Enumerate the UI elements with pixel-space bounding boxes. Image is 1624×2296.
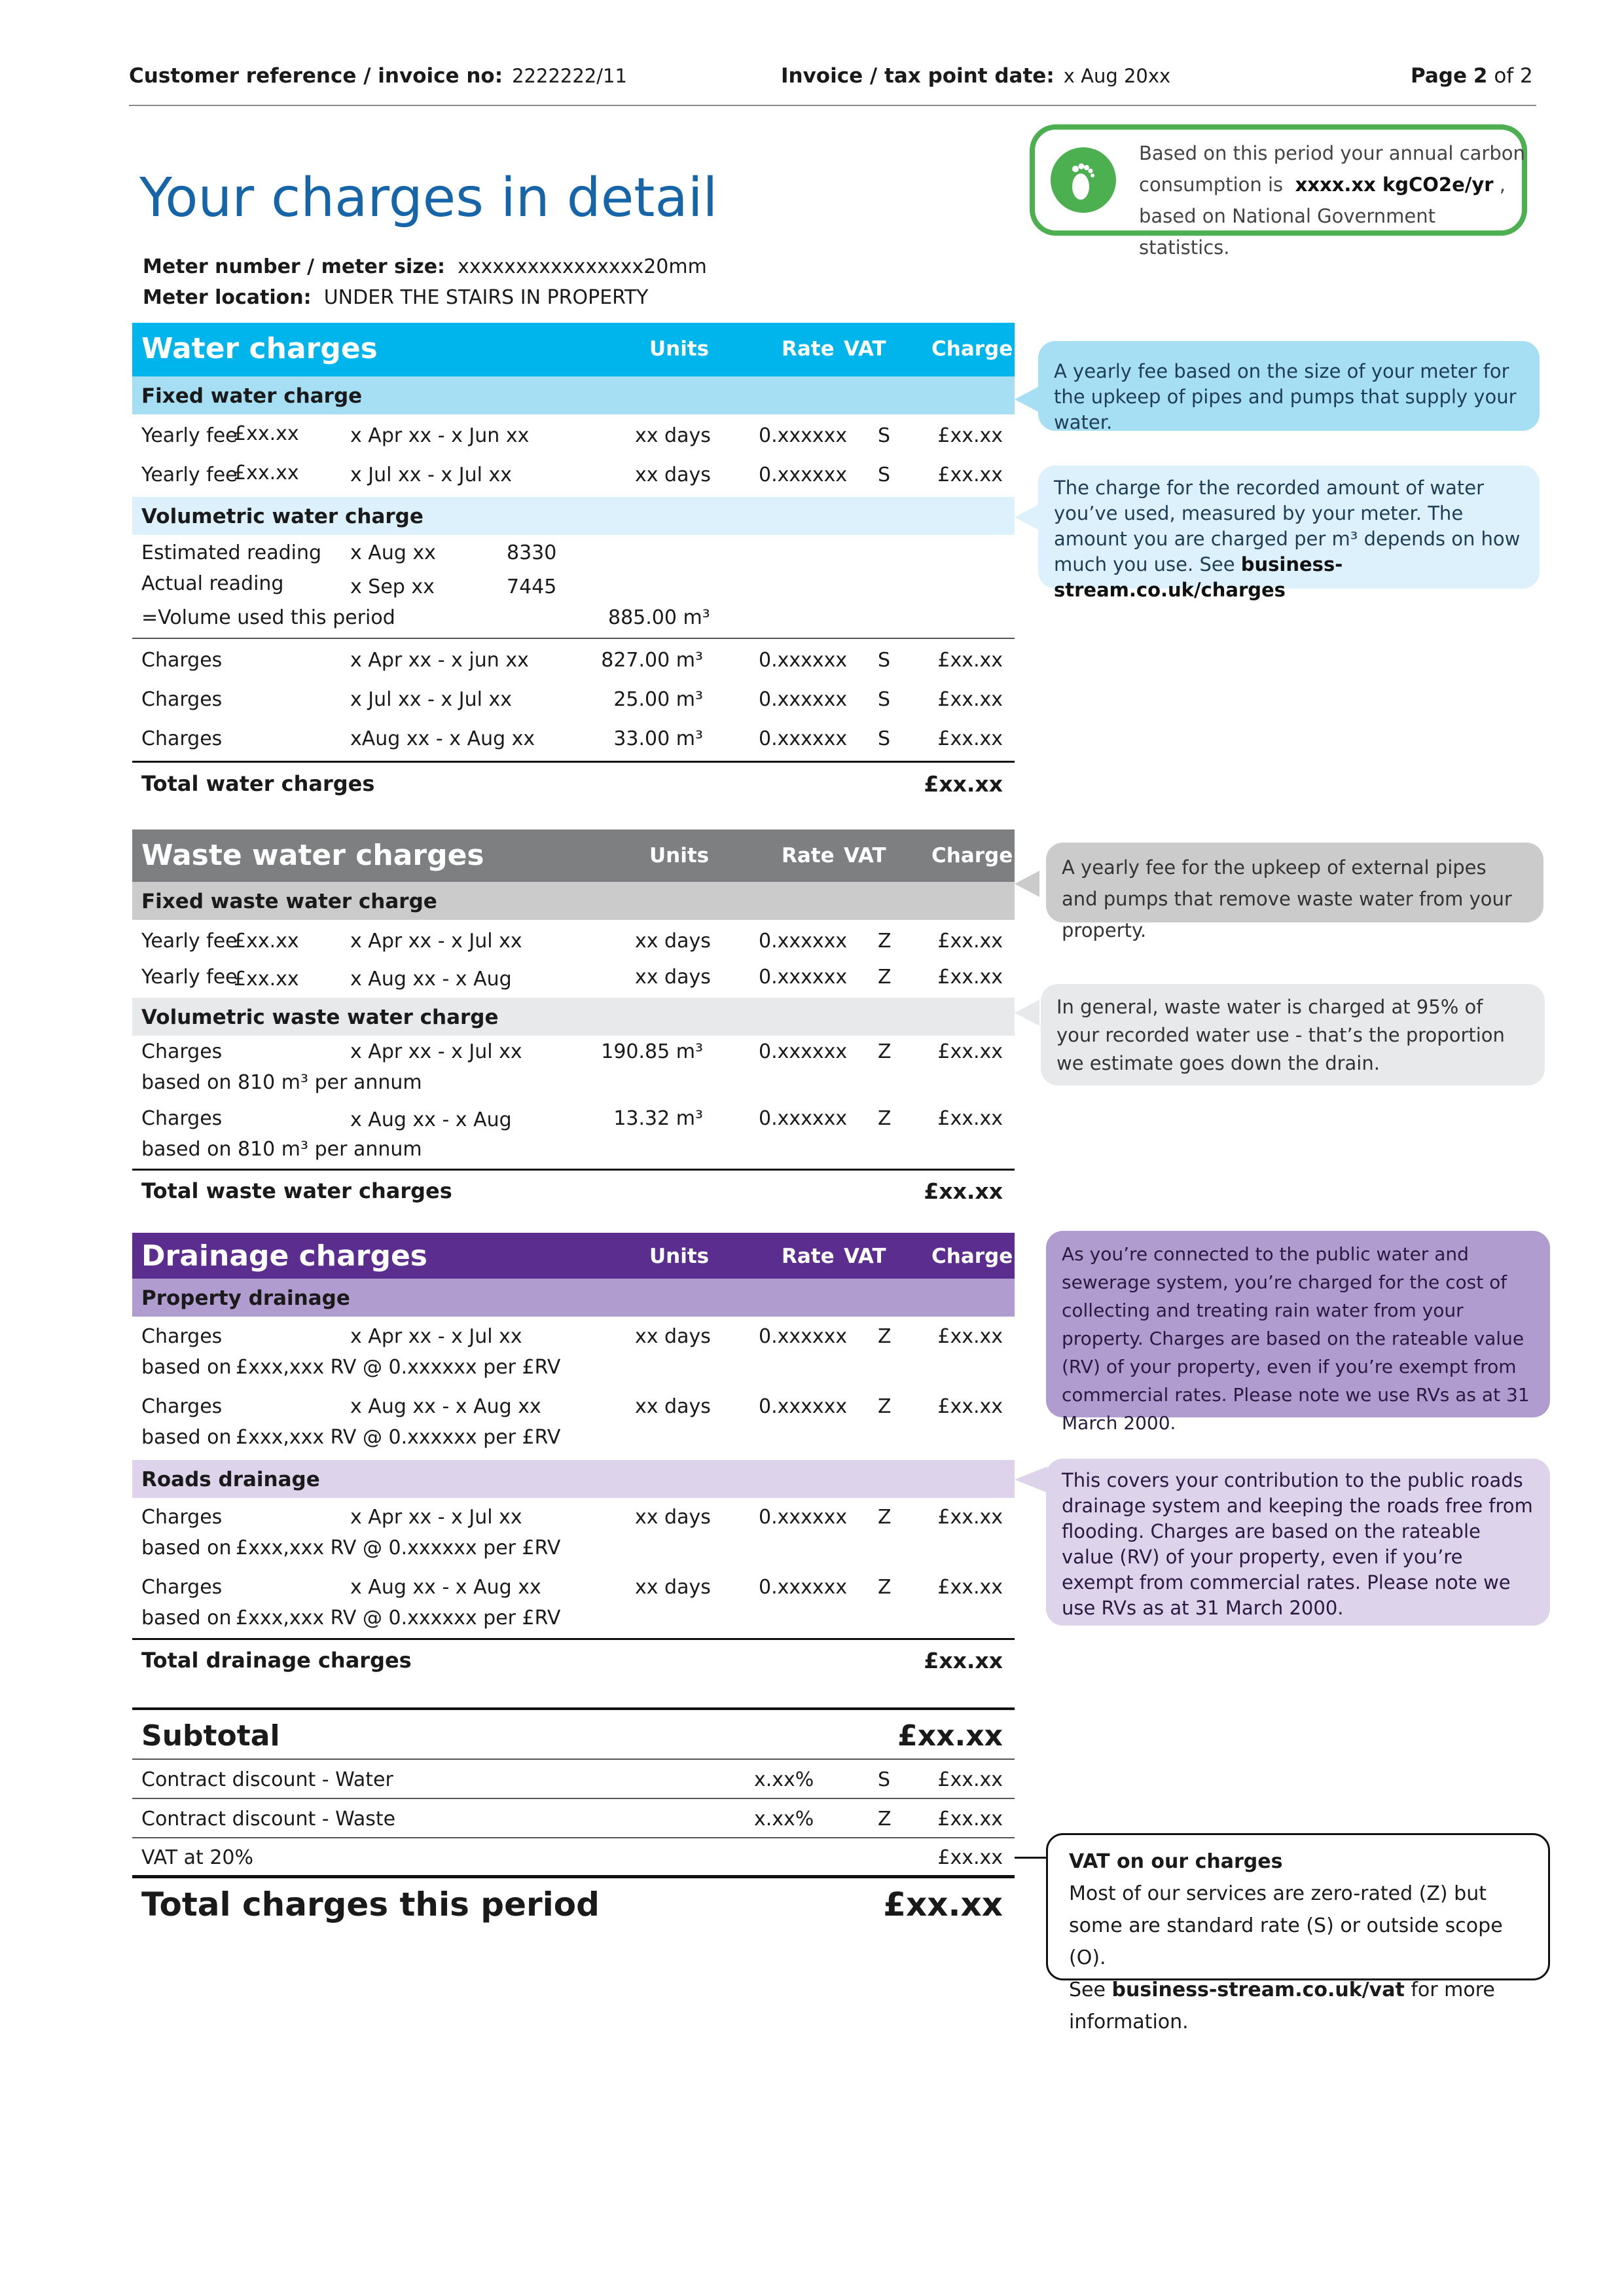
water-charges-header — [132, 323, 1015, 376]
summary-value: £xx.xx — [937, 1846, 1003, 1869]
property-drainage-header — [132, 1279, 1015, 1317]
row-basis-value: £xxx,xxx RV @ 0.xxxxxx per £RV — [236, 1356, 561, 1379]
row-rate: 0.xxxxxx — [759, 727, 848, 750]
row-period: x Apr xx - x Jul xx — [350, 1325, 522, 1348]
row-rate: 0.xxxxxx — [759, 424, 848, 447]
row-vat: S — [878, 649, 891, 672]
carbon-consumption-label: consumption is — [1139, 173, 1284, 196]
row-period: x Apr xx - x Jul xx — [350, 1506, 522, 1529]
row-period: x Aug xx - x Aug — [350, 1108, 512, 1131]
row-label: Yearly fee — [141, 424, 238, 447]
row-rate: 0.xxxxxx — [759, 1395, 848, 1418]
row-vat: S — [878, 464, 891, 486]
row-basis-label: based on — [141, 1607, 232, 1630]
row-basis: based on 810 m³ per annum — [141, 1138, 422, 1161]
page-label: Page — [1411, 64, 1468, 88]
reading-value: 8330 — [507, 541, 557, 564]
row-vat: Z — [878, 1107, 892, 1130]
row-rate: 0.xxxxxx — [759, 688, 848, 711]
col-units: Units — [649, 844, 710, 867]
row-vat: Z — [878, 966, 892, 989]
subtotal-value: £xx.xx — [897, 1719, 1003, 1753]
summary-table — [132, 1707, 1015, 1923]
reading-date: x Aug xx — [350, 541, 436, 564]
page-num: 2 — [1473, 64, 1488, 88]
note-waste-fixed: A yearly fee for the upkeep of external pipes and pumps that remove waste water from your property. — [1046, 843, 1543, 922]
total-water-charges-label: Total water charges — [141, 771, 375, 796]
row-charge: £xx.xx — [937, 1040, 1003, 1063]
row-label: Charges — [141, 688, 223, 711]
note-pointer — [1015, 1000, 1039, 1026]
page-of: of 2 — [1494, 64, 1533, 88]
row-rate: 0.xxxxxx — [759, 649, 848, 672]
total-waste-water-charges-value: £xx.xx — [924, 1178, 1003, 1204]
drainage-charges-title: Drainage charges — [141, 1239, 427, 1273]
row-units: xx days — [635, 424, 711, 447]
row-vat: Z — [878, 1576, 892, 1599]
row-period: x Apr xx - x Jul xx — [350, 1040, 522, 1063]
col-rate: Rate — [782, 844, 835, 867]
summary-value: £xx.xx — [937, 1808, 1003, 1831]
row-charge: £xx.xx — [937, 1576, 1003, 1599]
invoice-date-label: Invoice / tax point date: — [781, 64, 1055, 88]
row-period: x Apr xx - x jun xx — [350, 649, 529, 672]
total-drainage-charges-label: Total drainage charges — [141, 1648, 412, 1673]
row-units: xx days — [635, 1325, 711, 1348]
divider — [132, 1169, 1015, 1171]
volumetric-water-charge-header — [132, 497, 1015, 535]
row-vat: S — [878, 424, 891, 447]
note-roads-drainage: This covers your contribution to the public roads drainage system and keeping the roads free from flooding. Charges are based on the rateable value (RV) of your property, even if you’re exempt from commercial rates. Please note we use RVs as at 31 March 2000. — [1046, 1459, 1550, 1626]
note-waste-volumetric: In general, waste water is charged at 95% of your recorded water use - that’s the proportion we estimate goes down the drain. — [1041, 984, 1545, 1085]
row-charge: £xx.xx — [937, 1506, 1003, 1529]
divider — [132, 761, 1015, 763]
reading-label: Actual reading — [141, 572, 284, 595]
row-fee: £xx.xx — [234, 422, 299, 445]
fixed-waste-water-charge-header — [132, 882, 1015, 920]
reading-label: Estimated reading — [141, 541, 322, 564]
reading-date: x Sep xx — [350, 575, 435, 598]
total-drainage-charges-value: £xx.xx — [924, 1648, 1003, 1673]
row-basis-value: £xxx,xxx RV @ 0.xxxxxx per £RV — [236, 1537, 561, 1559]
divider — [132, 1875, 1015, 1878]
row-label: Charges — [141, 1040, 223, 1063]
note-pointer — [1015, 504, 1039, 530]
note-pointer — [1015, 1467, 1047, 1493]
property-drainage-title: Property drainage — [141, 1286, 350, 1310]
row-basis-label: based on — [141, 1426, 232, 1449]
meter-size-label: Meter number / meter size: — [143, 255, 446, 278]
charges-link[interactable]: business-stream.co.uk/charges — [1054, 553, 1343, 601]
note-property-drainage: As you’re connected to the public water and sewerage system, you’re charged for the cost of collecting and treating rain water from your property. Charges are based on the rateable value (RV) of your property, even if you’re exempt from commercial rates. Please note we use RVs as at 31 March 2000. — [1046, 1231, 1550, 1417]
header-divider — [129, 105, 1536, 106]
divider — [132, 1638, 1015, 1640]
row-period: x Jul xx - x Jul xx — [350, 688, 512, 711]
col-charge: Charge — [931, 844, 1013, 867]
row-charge: £xx.xx — [937, 1325, 1003, 1348]
note-pointer — [1015, 871, 1039, 897]
carbon-text — [1139, 137, 1532, 263]
row-charge: £xx.xx — [937, 727, 1003, 750]
carbon-line-1: Based on this period your annual carbon — [1139, 142, 1525, 164]
vat-info-box — [1046, 1833, 1550, 2033]
invoice-date-value: x Aug 20xx — [1063, 65, 1171, 87]
row-vat: S — [878, 727, 891, 750]
meter-location-label: Meter location: — [143, 286, 312, 309]
row-charge: £xx.xx — [937, 688, 1003, 711]
vat-info-title: VAT on our charges — [1069, 1850, 1283, 1873]
summary-pct: x.xx% — [754, 1808, 814, 1831]
row-period: x Aug xx - x Aug — [350, 968, 512, 991]
row-charge: £xx.xx — [937, 966, 1003, 989]
row-fee: £xx.xx — [234, 462, 299, 484]
row-period: x Aug xx - x Aug xx — [350, 1395, 541, 1418]
roads-drainage-title: Roads drainage — [141, 1468, 320, 1491]
vat-box-pointer — [1015, 1857, 1046, 1859]
row-units: 13.32 m³ — [613, 1107, 703, 1130]
row-label: Charges — [141, 1506, 223, 1529]
volume-value: 885.00 m³ — [608, 606, 710, 629]
row-rate: 0.xxxxxx — [759, 1040, 848, 1063]
water-charges-title: Water charges — [141, 332, 378, 365]
note-water-volumetric — [1038, 465, 1540, 601]
subtotal-label: Subtotal — [141, 1719, 280, 1753]
volumetric-water-charge-title: Volumetric water charge — [141, 505, 424, 528]
waste-water-charges-header — [132, 829, 1015, 882]
carbon-line-3: based on National Government statistics. — [1139, 205, 1436, 259]
row-label: Charges — [141, 1576, 223, 1599]
col-vat: VAT — [844, 1245, 886, 1268]
note-water-fixed: A yearly fee based on the size of your meter for the upkeep of pipes and pumps that supply your water. — [1038, 341, 1540, 431]
row-basis-label: based on — [141, 1356, 232, 1379]
total-charges-label: Total charges this period — [141, 1886, 600, 1923]
row-label: Charges — [141, 727, 223, 750]
carbon-consumption-value: xxxx.xx kgCO2e/yr — [1295, 173, 1494, 196]
fixed-water-charge-title: Fixed water charge — [141, 384, 363, 408]
row-period: x Jul xx - x Jul xx — [350, 464, 512, 486]
row-units: 25.00 m³ — [613, 688, 703, 711]
carbon-comma: , — [1499, 173, 1506, 196]
row-rate: 0.xxxxxx — [759, 1506, 848, 1529]
row-rate: 0.xxxxxx — [759, 1107, 848, 1130]
summary-pct: x.xx% — [754, 1768, 814, 1791]
row-rate: 0.xxxxxx — [759, 464, 848, 486]
row-period: x Apr xx - x Jul xx — [350, 930, 522, 953]
meter-size-value: xxxxxxxxxxxxxxxx20mm — [458, 255, 707, 278]
row-units: xx days — [635, 1395, 711, 1418]
row-vat: Z — [878, 1325, 892, 1348]
row-units: xx days — [635, 1506, 711, 1529]
col-units: Units — [649, 1245, 710, 1268]
summary-vat: S — [878, 1768, 891, 1791]
row-basis-value: £xxx,xxx RV @ 0.xxxxxx per £RV — [236, 1607, 561, 1630]
page-number — [1411, 64, 1533, 88]
row-units: xx days — [635, 464, 711, 486]
roads-drainage-header — [132, 1460, 1015, 1498]
meter-location-value: UNDER THE STAIRS IN PROPERTY — [323, 286, 649, 309]
row-label: Charges — [141, 1395, 223, 1418]
divider — [132, 1758, 1015, 1760]
row-label: Yearly fee — [141, 930, 238, 953]
divider — [132, 1837, 1015, 1838]
col-units: Units — [649, 337, 710, 361]
row-fee: £xx.xx — [234, 968, 299, 991]
row-rate: 0.xxxxxx — [759, 1325, 848, 1348]
col-vat: VAT — [844, 337, 886, 361]
row-vat: Z — [878, 1040, 892, 1063]
total-waste-water-charges-label: Total waste water charges — [141, 1178, 452, 1203]
row-vat: Z — [878, 1395, 892, 1418]
row-label: Yearly fee — [141, 464, 238, 486]
reading-value: 7445 — [507, 575, 557, 598]
row-label: Charges — [141, 1325, 223, 1348]
divider — [132, 1707, 1015, 1710]
vat-after: for more information. — [1069, 1978, 1495, 2033]
row-rate: 0.xxxxxx — [759, 966, 848, 989]
row-vat: Z — [878, 1506, 892, 1529]
summary-label: VAT at 20% — [141, 1846, 254, 1869]
summary-vat: Z — [878, 1808, 892, 1831]
invoice-date — [781, 64, 1170, 88]
row-rate: 0.xxxxxx — [759, 1576, 848, 1599]
meter-location — [143, 286, 649, 309]
row-charge: £xx.xx — [937, 424, 1003, 447]
note-pointer — [1015, 386, 1039, 412]
row-rate: 0.xxxxxx — [759, 930, 848, 953]
row-basis-label: based on — [141, 1537, 232, 1559]
customer-reference-value: 2222222/11 — [512, 65, 627, 87]
vat-info-text: Most of our services are zero-rated (Z) but some are standard rate (S) or outside scope (O). — [1069, 1882, 1503, 1969]
carbon-line-2 — [1139, 169, 1532, 200]
water-charges-table — [132, 323, 1015, 807]
waste-water-charges-title: Waste water charges — [141, 839, 484, 872]
drainage-charges-table — [132, 1233, 1015, 1691]
vat-info-link-line — [1069, 1974, 1527, 2038]
row-units: xx days — [635, 1576, 711, 1599]
col-rate: Rate — [782, 337, 835, 361]
col-charge: Charge — [931, 337, 1013, 361]
drainage-charges-header — [132, 1233, 1015, 1279]
vat-see: See — [1069, 1978, 1106, 2001]
waste-water-charges-table — [132, 829, 1015, 1222]
row-units: 190.85 m³ — [601, 1040, 703, 1063]
volumetric-waste-water-charge-title: Volumetric waste water charge — [141, 1006, 499, 1029]
row-vat: S — [878, 688, 891, 711]
vat-link[interactable]: business-stream.co.uk/vat — [1111, 1978, 1405, 2001]
row-basis: based on 810 m³ per annum — [141, 1071, 422, 1094]
row-units: 33.00 m³ — [613, 727, 703, 750]
note-water-volumetric-text: The charge for the recorded amount of water you’ve used, measured by your meter. The amount you are charged per m³ depends on how much you use. See — [1054, 477, 1521, 575]
fixed-water-charge-header — [132, 376, 1015, 414]
fixed-waste-water-charge-title: Fixed waste water charge — [141, 890, 437, 913]
row-charge: £xx.xx — [937, 649, 1003, 672]
customer-reference — [129, 64, 627, 88]
footprint-icon — [1051, 147, 1116, 213]
col-vat: VAT — [844, 844, 886, 867]
total-water-charges-value: £xx.xx — [924, 771, 1003, 797]
row-basis-value: £xxx,xxx RV @ 0.xxxxxx per £RV — [236, 1426, 561, 1449]
row-label: Charges — [141, 1107, 223, 1130]
row-charge: £xx.xx — [937, 1107, 1003, 1130]
row-units: 827.00 m³ — [601, 649, 703, 672]
col-charge: Charge — [931, 1245, 1013, 1268]
page-title: Your charges in detail — [139, 167, 718, 229]
row-charge: £xx.xx — [937, 930, 1003, 953]
total-charges-value: £xx.xx — [883, 1886, 1003, 1923]
volumetric-waste-water-charge-header — [132, 998, 1015, 1036]
row-period: x Aug xx - x Aug xx — [350, 1576, 541, 1599]
row-period: x Apr xx - x Jun xx — [350, 424, 530, 447]
row-label: Yearly fee — [141, 966, 238, 989]
meter-size — [143, 255, 707, 278]
divider — [132, 638, 1015, 639]
summary-label: Contract discount - Waste — [141, 1808, 396, 1831]
row-units: xx days — [635, 966, 711, 989]
summary-label: Contract discount - Water — [141, 1768, 393, 1791]
volume-label: =Volume used this period — [141, 606, 395, 629]
row-fee: £xx.xx — [234, 930, 299, 953]
row-charge: £xx.xx — [937, 464, 1003, 486]
row-vat: Z — [878, 930, 892, 953]
divider — [132, 1798, 1015, 1799]
customer-reference-label: Customer reference / invoice no: — [129, 64, 503, 88]
row-charge: £xx.xx — [937, 1395, 1003, 1418]
row-label: Charges — [141, 649, 223, 672]
summary-value: £xx.xx — [937, 1768, 1003, 1791]
col-rate: Rate — [782, 1245, 835, 1268]
row-units: xx days — [635, 930, 711, 953]
row-period: xAug xx - x Aug xx — [350, 727, 535, 750]
